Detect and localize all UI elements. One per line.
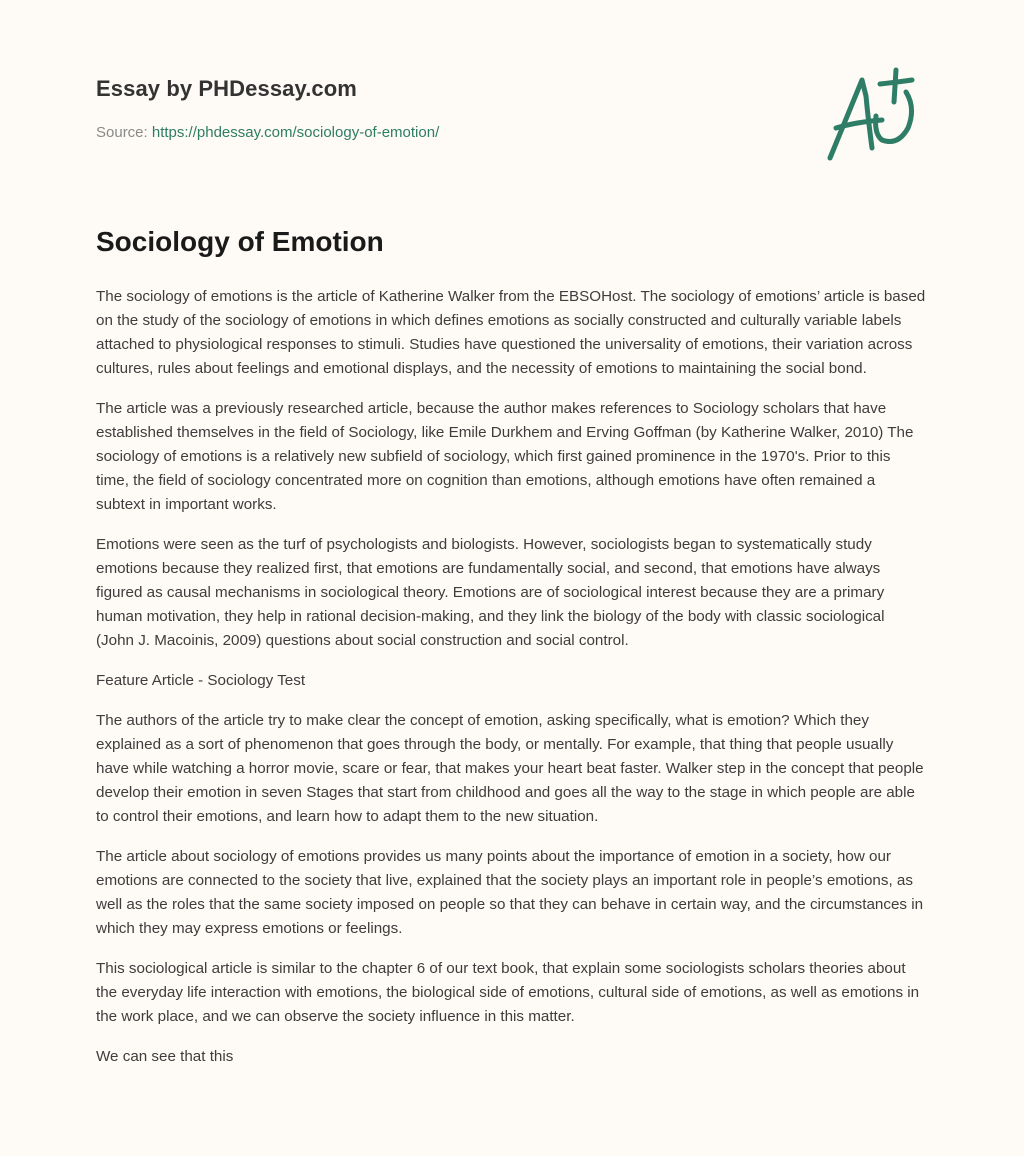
paragraph: The article about sociology of emotions provides us many points about the importance of emotion in a society, how our emotions are connected to the society that live, explained that the society plays an important role in people’s emotions, as well as the roles that the same society imposed on people so that they can behave in certain way, and the circumstances in which they may express emotions or feelings. <box>96 848 924 937</box>
source-link[interactable]: https://phdessay.com/sociology-of-emotion/ <box>151 124 440 141</box>
feature-article-label: Feature Article - Sociology Test <box>96 672 306 689</box>
document-title: Sociology of Emotion <box>96 226 384 257</box>
a-plus-grade-icon <box>822 66 930 166</box>
paragraph: We can see that this <box>96 1048 234 1065</box>
paragraph: The article was a previously researched article, because the author makes references to Sociology scholars that have established themselves in the field of Sociology, like Emile Durkhem and Erving Goffman (by Katherine Walker, 2010) The sociology of emotions is a relatively new subfield of sociology, which first gained prominence in the 1970's. Prior to this time, the field of sociology concentrated more on cognition than emotions, although emotions have often remained a subtext in important works. <box>96 400 914 513</box>
source-label: Source: <box>96 124 148 141</box>
site-title: Essay by PHDessay.com <box>96 76 357 101</box>
document-body <box>96 285 926 1085</box>
paragraph: Emotions were seen as the turf of psychologists and biologists. However, sociologists began to systematically study emotions because they realized first, that emotions are fundamentally social, and second, that emotions have always figured as causal mechanisms in sociological theory. Emotions are of sociological interest because they are a primary human motivation, they help in rational decision-making, and they link the biology of the body with classic sociological (John J. Macoinis, 2009) questions about social construction and social control. <box>96 536 885 649</box>
paragraph: The sociology of emotions is the article of Katherine Walker from the EBSOHost. The sociology of emotions’ article is based on the study of the sociology of emotions in which defines emotions as socially constructed and culturally variable labels attached to physiological responses to stimuli. Studies have questioned the universality of emotions, their variation across cultures, rules about feelings and emotional displays, and the necessity of emotions to maintaining the social bond. <box>96 288 926 377</box>
source-line <box>96 124 439 141</box>
paragraph: The authors of the article try to make clear the concept of emotion, asking specifically, what is emotion? Which they explained as a sort of phenomenon that goes through the body, or mentally. For example, that thing that people usually have while watching a horror movie, scare or fear, that makes your heart beat faster. Walker step in the concept that people develop their emotion in seven Stages that start from childhood and goes all the way to the stage in which people are able to control their emotions, and learn how to adapt them to the new situation. <box>96 712 924 825</box>
paragraph: This sociological article is similar to the chapter 6 of our text book, that explain some sociologists scholars theories about the everyday life interaction with emotions, the biological side of emotions, cultural side of emotions, as well as emotions in the work place, and we can observe the society influence in this matter. <box>96 960 920 1025</box>
